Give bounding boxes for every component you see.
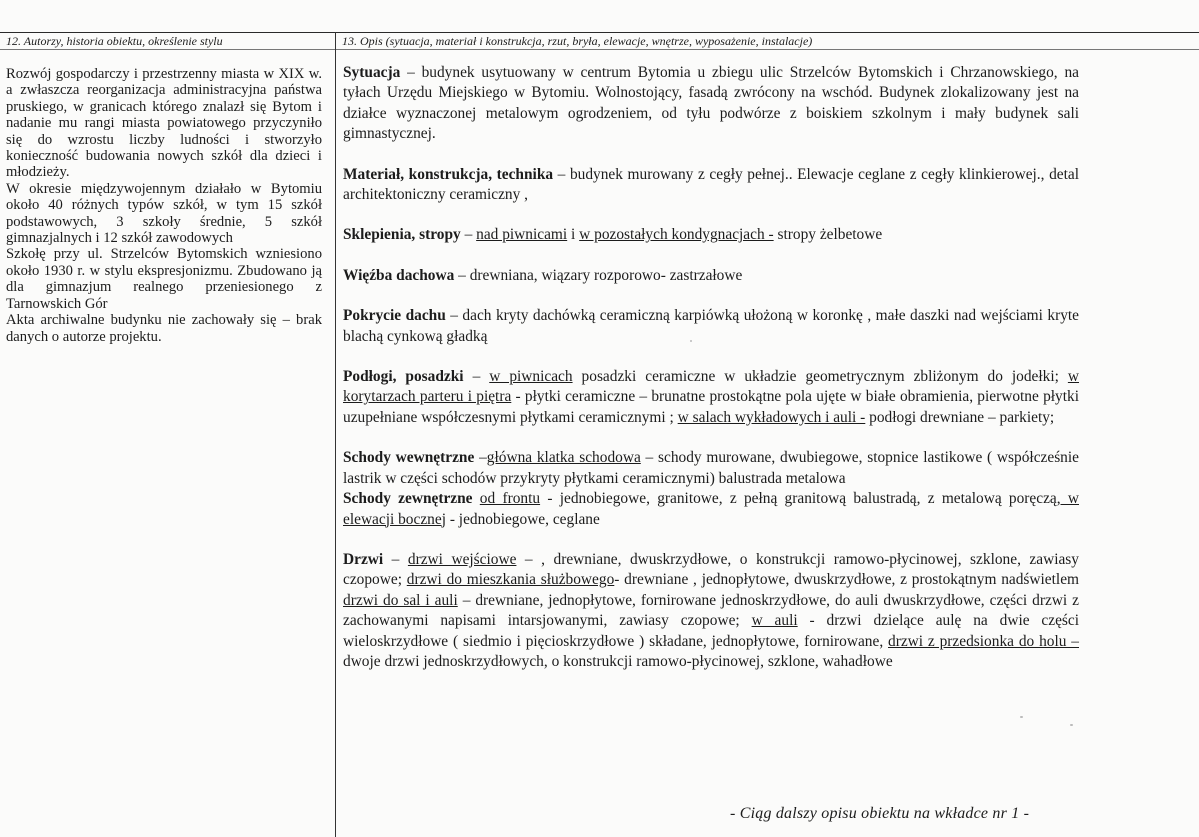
scan-speck xyxy=(1070,724,1073,726)
top-border-line xyxy=(0,32,1199,33)
section-label: Sklepienia, stropy xyxy=(343,226,461,244)
section-label: Sytuacja xyxy=(343,64,401,81)
section-wiezba: Więźba dachowa – drewniana, wiązary rozporowo- zastrzałowe xyxy=(343,266,743,284)
left-column-header: 12. Autorzy, historia obiektu, określenie stylu xyxy=(6,34,223,48)
section-sklepienia: Sklepienia, stropy – nad piwnicami i w pozostałych kondygnacjach - stropy żelbetowe xyxy=(343,226,883,244)
section-label: Więźba dachowa xyxy=(343,266,455,284)
history-text: Rozwój gospodarczy i przestrzenny miasta w XIX w. a zwłaszcza reorganizacja administracyjna państwa pruskiego, w granicach którego znalazł się Bytom i nadanie mu rangi miasta powiatowego przyczyniło się do wzrostu liczby ludności i stworzyło konieczność budowania nowych szkół dla dzieci i młodzieży. W okresie międzywojennym działało w Bytomiu około 40 różnych typów szkół, w tym 15 szkół podstawowych, 3 szkoły średnie, 5 szkół gimnazjalnych i 12 szkół zawodowych Szkołę przy ul. Strzelców Bytomskich wzniesiono około 1930 r. w stylu ekspresjonizmu. Zbudowano ją dla gimnazjum realnego przeniesionego z Tarnowskich Gór Akta archiwalne budynku nie zachowały się – brak danych o autorze projektu. xyxy=(6,66,322,345)
column-divider xyxy=(335,32,336,837)
section-pokrycie: Pokrycie dachu – dach kryty dachówką ceramiczną karpiówką ułożoną w koronkę , małe daszki nad wejściami kryte blachą cynkową gładką xyxy=(343,307,1079,345)
description-column xyxy=(343,63,1079,692)
section-label: Materiał, konstrukcja, technika xyxy=(343,165,554,183)
section-label: Pokrycie dachu xyxy=(343,307,446,325)
section-schody-wewnetrzne: Schody wewnętrzne –główna klatka schodowa – schody murowane, dwubiegowe, stopnice lastikowe ( współcześnie lastrik w części schodów przykryty płytkami ceramicznymi) balustrada metalowa xyxy=(343,449,1079,487)
section-label: Schody zewnętrzne xyxy=(343,490,473,508)
section-sytuacja: Sytuacja – budynek usytuowany w centrum Bytomia u zbiegu ulic Strzelców Bytomskich i Chrzanowskiego, na tyłach Urzędu Miejskiego w Bytomiu. Wolnostojący, fasadą zwrócony na wschód. Budynek zlokalizowany jest na działce wyznaczonej metalowym ogrodzeniem, od tyłu podwórze z boiskiem szkolnym i mały budynek sali gimnastycznej. xyxy=(343,64,1079,143)
continuation-note: - Ciąg dalszy opisu obiektu na wkładce nr 1 - xyxy=(730,805,1030,822)
header-border-line xyxy=(0,49,1199,50)
right-column-header: 13. Opis (sytuacja, materiał i konstrukcja, rzut, bryła, elewacje, wnętrze, wyposażenie, instalacje) xyxy=(342,34,813,48)
section-material: Materiał, konstrukcja, technika – budynek murowany z cegły pełnej.. Elewacje ceglane z cegły klinkierowej., detal architektoniczny ceramiczny , xyxy=(343,165,1079,204)
section-label: Drzwi xyxy=(343,550,384,568)
section-label: Schody wewnętrzne xyxy=(343,449,475,467)
section-schody-zewnetrzne: Schody zewnętrzne od frontu - jednobiegowe, granitowe, z pełną granitową balustradą, z metalową poręczą, w elewacji bocznej - jednobiegowe, ceglane xyxy=(343,490,1079,528)
scan-speck xyxy=(690,340,692,342)
section-drzwi: Drzwi – drzwi wejściowe – , drewniane, dwuskrzydłowe, o konstrukcji ramowo-płycinowej, szklone, zawiasy czopowe; drzwi do mieszkania służbowego- drewniane , jednopłytowe, dwuskrzydłowe, z prostokątnym nadświetlem drzwi do sal i auli – drewniane, jednopłytowe, fornirowane jednoskrzydłowe, do auli dwuskrzydłowe, części drzwi z zachowanymi napisami intarsjowanymi, zawiasy czopowe; w auli - drzwi dzielące aulę na dwie części wieloskrzydłowe ( siedmio i pięcioskrzydłowe ) składane, jednopłytowe, fornirowane, drzwi z przedsionka do holu – dwoje drzwi jednoskrzydłowych, o konstrukcji ramowo-płycinowej, szklone, wahadłowe xyxy=(343,550,1080,670)
section-podlogi: Podłogi, posadzki – w piwnicach posadzki ceramiczne w układzie geometrycznym zbliżonym do jodełki; w korytarzach parteru i piętra - płytki ceramiczne – brunatne prostokątne pola ujęte w białe obramienia, pierwotne płytki uzupełniane współczesnymi płytkami ceramicznymi ; w salach wykładowych i auli - podłogi drewniane – parkiety; xyxy=(343,368,1079,426)
section-label: Podłogi, posadzki xyxy=(343,368,464,386)
scan-speck xyxy=(1020,716,1023,718)
